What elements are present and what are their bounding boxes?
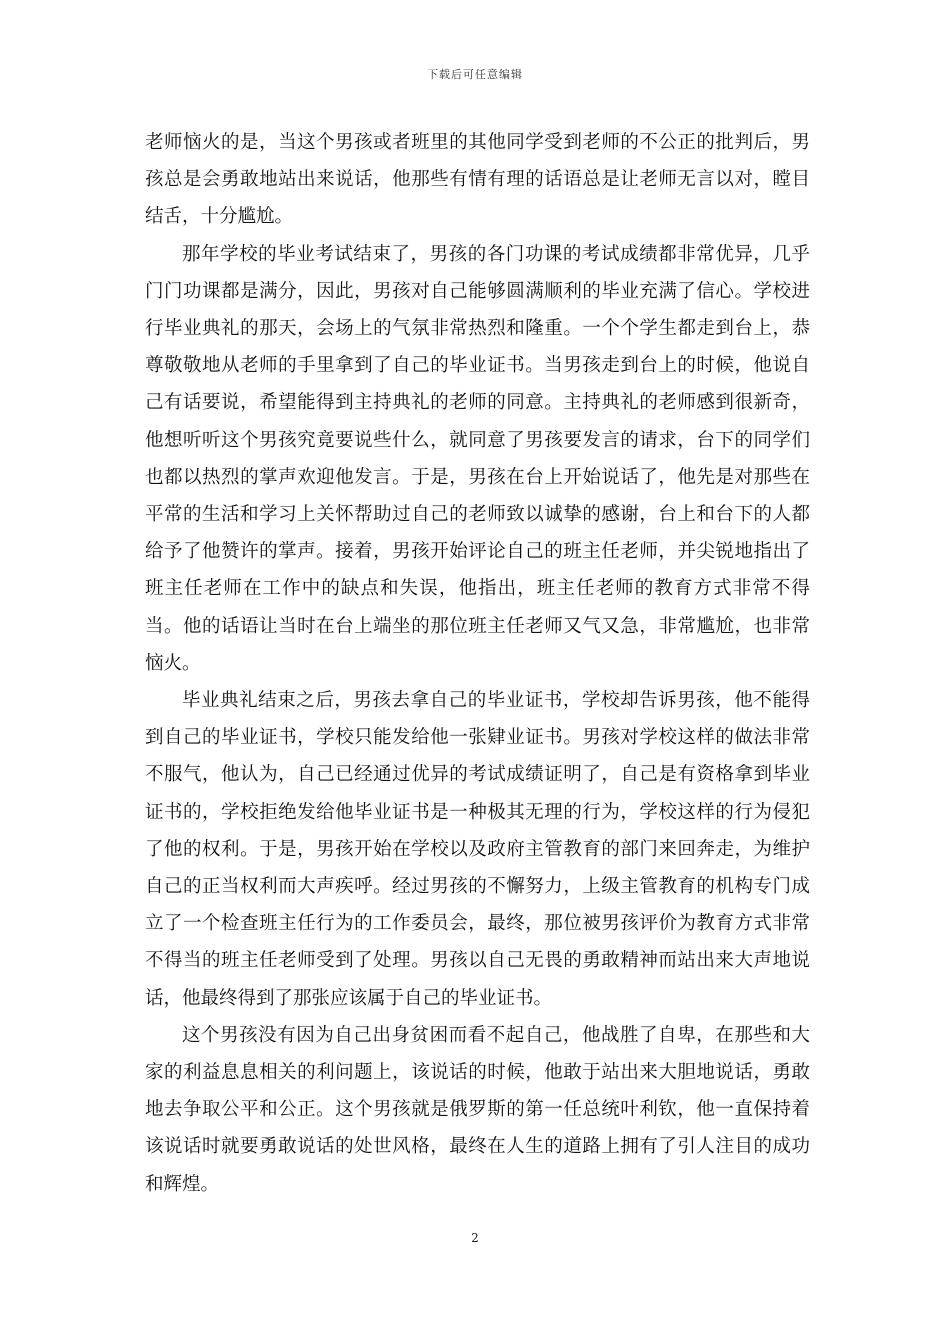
paragraph-4: 这个男孩没有因为自己出身贫困而看不起自己，他战胜了自卑，在那些和大家的利益息息相关的利问题上，该说话的时候，他敢于站出来大胆地说话，勇敢地去争取公平和公正。这个男孩就是俄罗斯的第一任总统叶利钦，他一直保持着该说话时就要勇敢说话的处世风格，最终在人生的道路上拥有了引人注目的成功和辉煌。	[145, 1024, 810, 1195]
paragraph-3: 毕业典礼结束之后，男孩去拿自己的毕业证书，学校却告诉男孩，他不能得到自己的毕业证书，学校只能发给他一张肄业证书。男孩对学校这样的做法非常不服气，他认为，自己已经通过优异的考试成绩证明了，自己是有资格拿到毕业证书的，学校拒绝发给他毕业证书是一种极其无理的行为，学校这样的行为侵犯了他的权利。于是，男孩开始在学校以及政府主管教育的部门来回奔走，为维护自己的正当权利而大声疾呼。经过男孩的不懈努力，上级主管教育的机构专门成立了一个检查班主任行为的工作委员会，最终，那位被男孩评价为教育方式非常不得当的班主任老师受到了处理。男孩以自己无畏的勇敢精神而站出来大声地说话，他最终得到了那张应该属于自己的毕业证书。	[145, 690, 810, 1009]
document-body	[145, 124, 810, 1203]
page-number: 2	[471, 1231, 479, 1245]
page-header: 下载后可任意编辑	[427, 68, 523, 81]
paragraph-2: 那年学校的毕业考试结束了，男孩的各门功课的考试成绩都非常优异，几乎门门功课都是满分，因此，男孩对自己能够圆满顺利的毕业充满了信心。学校进行毕业典礼的那天，会场上的气氛非常热烈和隆重。一个个学生都走到台上，恭尊敬敬地从老师的手里拿到了自己的毕业证书。当男孩走到台上的时候，他说自己有话要说，希望能得到主持典礼的老师的同意。主持典礼的老师感到很新奇，他想听听这个男孩究竟要说些什么，就同意了男孩要发言的请求，台下的同学们也都以热烈的掌声欢迎他发言。于是，男孩在台上开始说话了，他先是对那些在平常的生活和学习上关怀帮助过自己的老师致以诚挚的感谢，台上和台下的人都给予了他赞许的掌声。接着，男孩开始评论自己的班主任老师，并尖锐地指出了班主任老师在工作中的缺点和失误，他指出，班主任老师的教育方式非常不得当。他的话语让当时在台上端坐的那位班主任老师又气又急，非常尴尬，也非常恼火。	[145, 243, 810, 674]
paragraph-1: 老师恼火的是，当这个男孩或者班里的其他同学受到老师的不公正的批判后，男孩总是会勇敢地站出来说话，他那些有情有理的话语总是让老师无言以对，瞠目结舌，十分尴尬。	[145, 132, 810, 228]
